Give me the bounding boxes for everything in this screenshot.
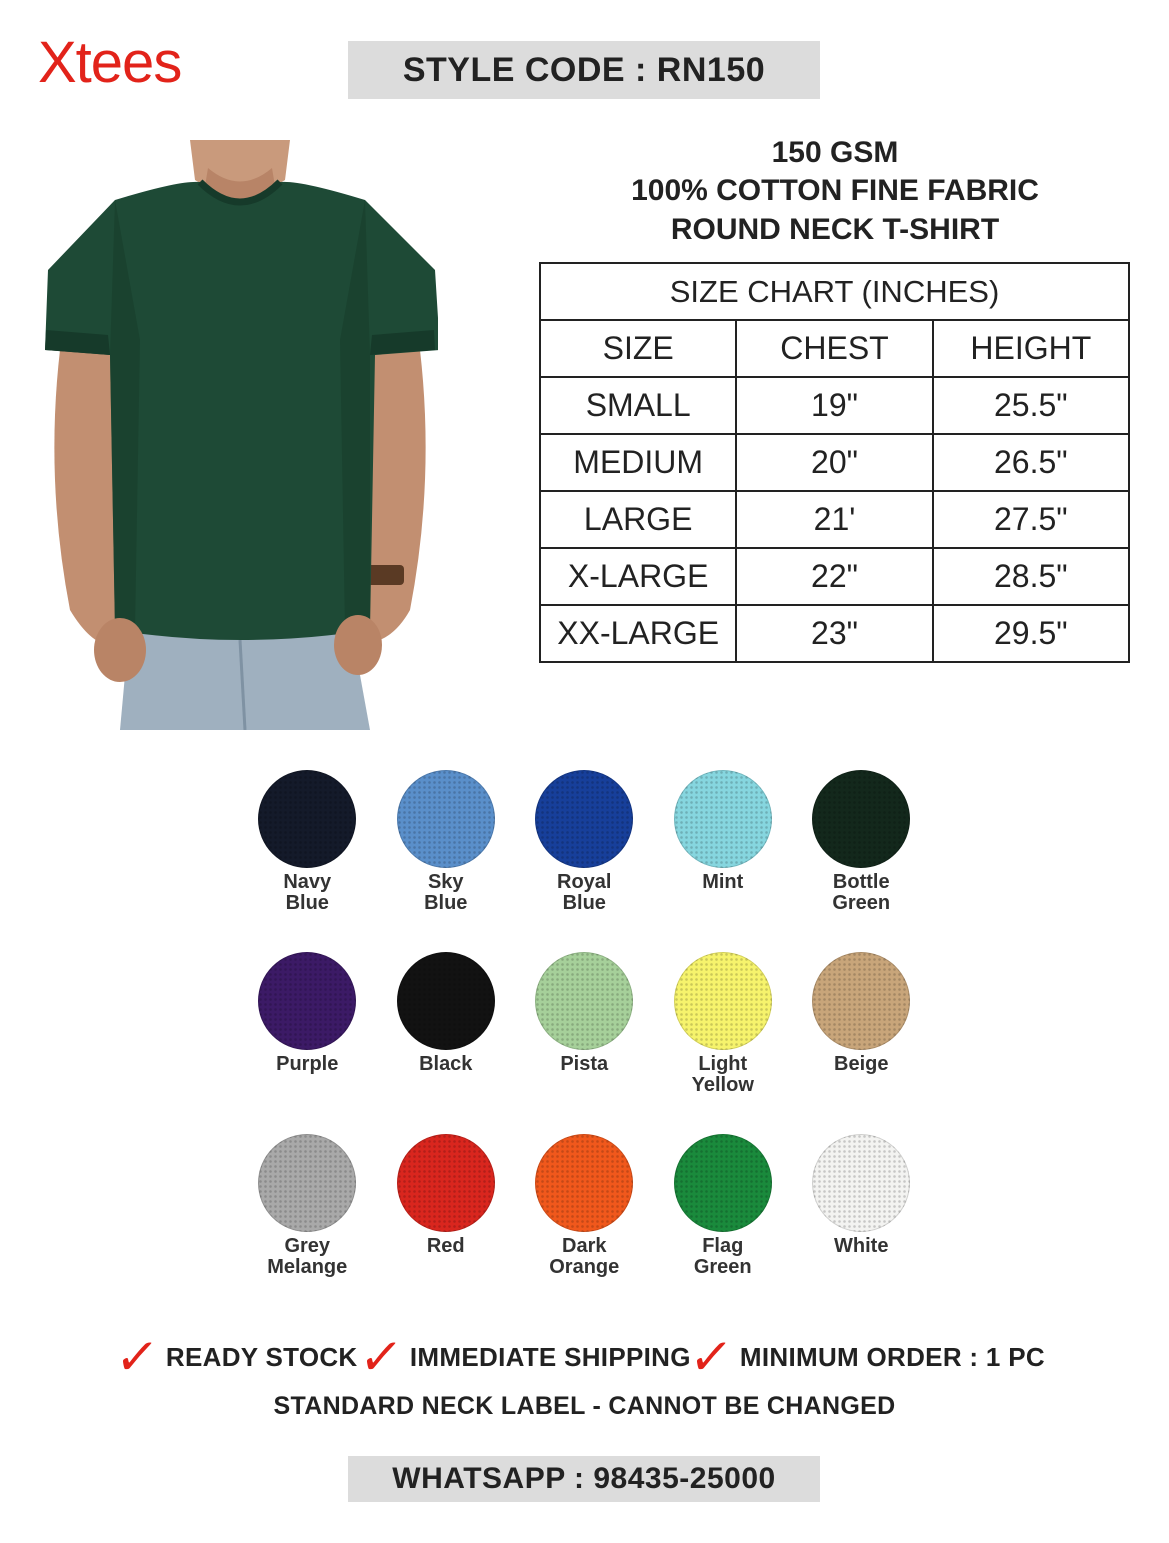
product-photo bbox=[40, 140, 438, 730]
color-swatch bbox=[654, 952, 793, 1134]
color-swatch bbox=[792, 1134, 931, 1316]
color-swatch bbox=[792, 770, 931, 952]
height-cell: 27.5" bbox=[933, 491, 1129, 548]
size-cell: X-LARGE bbox=[540, 548, 736, 605]
chest-cell: 20" bbox=[736, 434, 932, 491]
feature-bar bbox=[0, 1318, 1169, 1386]
column-header: HEIGHT bbox=[933, 320, 1129, 377]
feature-label: MINIMUM ORDER : 1 PC bbox=[739, 1341, 1045, 1372]
check-icon: ✓ bbox=[685, 1328, 736, 1386]
table-row bbox=[540, 434, 1129, 491]
color-swatch-circle bbox=[674, 770, 772, 868]
color-swatch-circle bbox=[397, 770, 495, 868]
style-code-text: STYLE CODE : RN150 bbox=[402, 50, 766, 89]
color-swatch-label: Grey Melange bbox=[267, 1235, 348, 1278]
size-cell: SMALL bbox=[540, 377, 736, 434]
tshirt-model-image bbox=[40, 140, 438, 730]
color-swatch-label: Dark Orange bbox=[549, 1235, 620, 1278]
table-row bbox=[540, 605, 1129, 662]
size-chart-table bbox=[539, 262, 1130, 663]
height-cell: 26.5" bbox=[933, 434, 1129, 491]
chest-cell: 21' bbox=[736, 491, 932, 548]
feature-label: READY STOCK bbox=[165, 1341, 358, 1372]
product-type: ROUND NECK T-SHIRT bbox=[670, 213, 1000, 246]
chest-cell: 22" bbox=[736, 548, 932, 605]
color-swatch bbox=[238, 952, 377, 1134]
table-row bbox=[540, 548, 1129, 605]
color-swatch-circle bbox=[397, 1134, 495, 1232]
brand-logo: Xtees bbox=[38, 30, 182, 95]
check-icon: ✓ bbox=[111, 1328, 162, 1386]
size-cell: LARGE bbox=[540, 491, 736, 548]
color-swatch-circle bbox=[258, 770, 356, 868]
color-swatch-circle bbox=[535, 770, 633, 868]
color-swatch bbox=[515, 952, 654, 1134]
color-swatch-label: Black bbox=[419, 1053, 473, 1075]
color-swatch-label: Navy Blue bbox=[283, 871, 332, 914]
color-swatch-label: White bbox=[834, 1235, 889, 1257]
color-swatch-label: Bottle Green bbox=[832, 871, 891, 914]
whatsapp-banner bbox=[348, 1456, 820, 1502]
color-swatch bbox=[654, 1134, 793, 1316]
color-swatch-circle bbox=[258, 952, 356, 1050]
color-swatch-label: Red bbox=[426, 1235, 465, 1257]
color-swatch-circle bbox=[535, 952, 633, 1050]
color-swatch-label: Flag Green bbox=[693, 1235, 752, 1278]
color-swatch bbox=[377, 770, 516, 952]
style-code-banner bbox=[348, 41, 820, 99]
column-header: CHEST bbox=[736, 320, 932, 377]
color-swatch-label: Beige bbox=[834, 1053, 889, 1075]
color-swatch bbox=[238, 1134, 377, 1316]
color-swatch-label: Purple bbox=[276, 1053, 339, 1075]
size-chart-header-row bbox=[540, 320, 1129, 377]
feature-label: IMMEDIATE SHIPPING bbox=[409, 1341, 691, 1372]
color-swatch bbox=[238, 770, 377, 952]
table-row bbox=[540, 377, 1129, 434]
color-swatch bbox=[515, 770, 654, 952]
color-swatch-circle bbox=[258, 1134, 356, 1232]
color-swatch-label: Royal Blue bbox=[557, 871, 612, 914]
color-swatch-circle bbox=[812, 952, 910, 1050]
chest-cell: 19" bbox=[736, 377, 932, 434]
fabric-weight: 150 GSM bbox=[771, 136, 899, 169]
height-cell: 28.5" bbox=[933, 548, 1129, 605]
color-swatch bbox=[377, 952, 516, 1134]
fabric-composition: 100% COTTON FINE FABRIC bbox=[631, 174, 1039, 207]
color-swatch-label: Light Yellow bbox=[691, 1053, 754, 1096]
color-swatch bbox=[377, 1134, 516, 1316]
feature-ready-stock bbox=[111, 1328, 358, 1386]
height-cell: 25.5" bbox=[933, 377, 1129, 434]
color-swatch bbox=[515, 1134, 654, 1316]
color-swatch bbox=[792, 952, 931, 1134]
color-swatch-circle bbox=[397, 952, 495, 1050]
color-swatch-circle bbox=[535, 1134, 633, 1232]
size-chart-caption: SIZE CHART (INCHES) bbox=[540, 263, 1129, 320]
color-swatch-circle bbox=[812, 1134, 910, 1232]
chest-cell: 23" bbox=[736, 605, 932, 662]
feature-min-order bbox=[685, 1328, 1045, 1386]
size-cell: MEDIUM bbox=[540, 434, 736, 491]
color-swatch-grid bbox=[238, 770, 938, 1316]
neck-label-note: STANDARD NECK LABEL - CANNOT BE CHANGED bbox=[273, 1392, 896, 1420]
whatsapp-text: WHATSAPP : 98435-25000 bbox=[392, 1462, 776, 1495]
color-swatch-label: Mint bbox=[702, 871, 744, 893]
height-cell: 29.5" bbox=[933, 605, 1129, 662]
check-icon: ✓ bbox=[355, 1328, 406, 1386]
color-swatch bbox=[654, 770, 793, 952]
color-swatch-circle bbox=[674, 1134, 772, 1232]
color-swatch-circle bbox=[674, 952, 772, 1050]
column-header: SIZE bbox=[540, 320, 736, 377]
size-cell: XX-LARGE bbox=[540, 605, 736, 662]
color-swatch-label: Sky Blue bbox=[424, 871, 468, 914]
color-swatch-circle bbox=[812, 770, 910, 868]
feature-shipping bbox=[355, 1328, 691, 1386]
table-row bbox=[540, 491, 1129, 548]
color-swatch-label: Pista bbox=[560, 1053, 609, 1075]
